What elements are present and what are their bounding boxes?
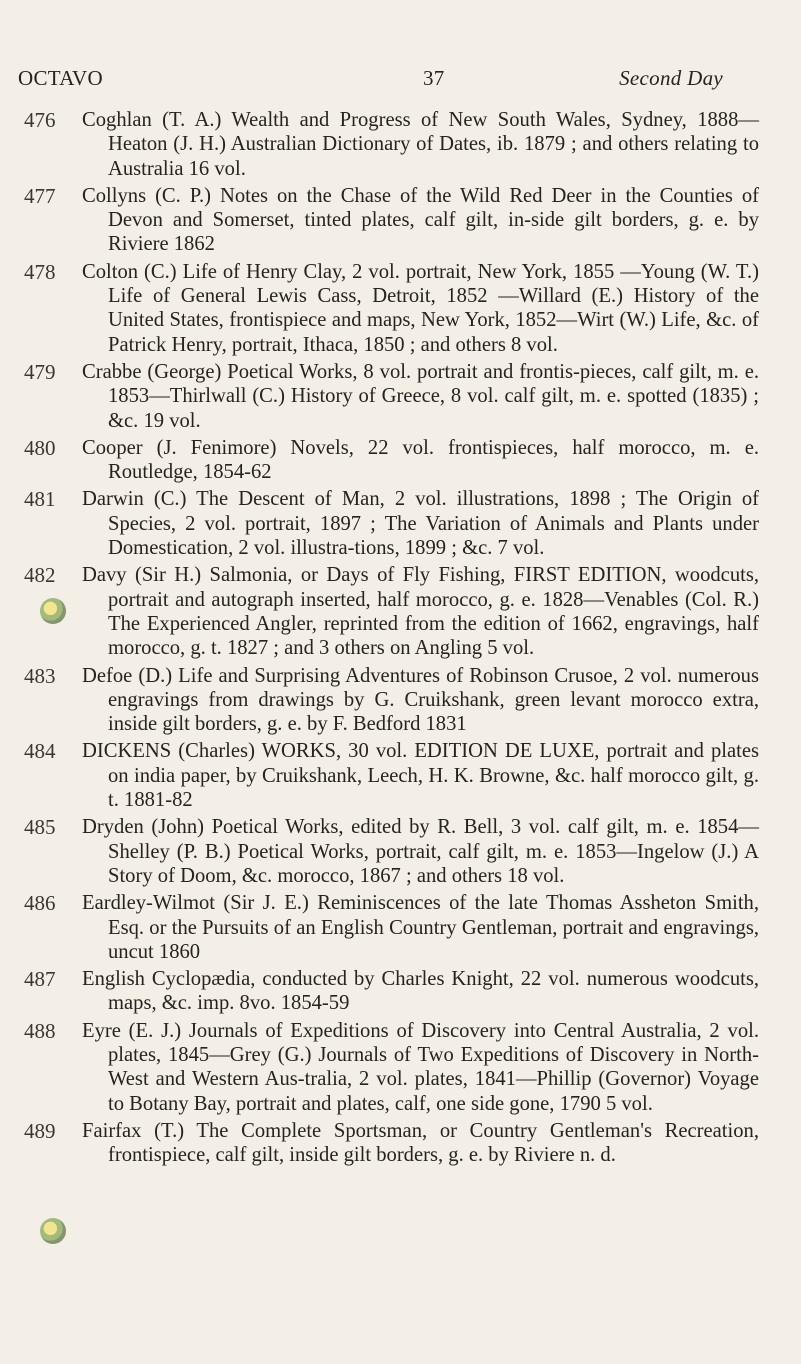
lot-list xyxy=(0,108,801,1170)
header-day: Second Day xyxy=(619,66,723,90)
lot-description: Cooper (J. Fenimore) Novels, 22 vol. frontispieces, half morocco, m. e. Routledge, 1854-62 xyxy=(82,436,759,484)
lot-number: 484 xyxy=(24,739,56,764)
lot-description: Dryden (John) Poetical Works, edited by R. Bell, 3 vol. calf gilt, m. e. 1854—Shelley (P. B.) Poetical Works, portrait, calf gilt, m. e. 1853—Ingelow (J.) A Story of Doom, &c. morocco, 1867 ; and others 18 vol. xyxy=(82,816,759,887)
lot-number: 488 xyxy=(24,1018,56,1043)
lot-entry xyxy=(0,967,801,1016)
lot-number: 476 xyxy=(24,108,56,132)
lot-description: Fairfax (T.) The Complete Sportsman, or Country Gentleman's Recreation, frontispiece, calf gilt, inside gilt borders, g. e. by Riviere n. d. xyxy=(82,1119,759,1167)
lot-entry xyxy=(0,184,801,257)
lot-number: 489 xyxy=(24,1118,56,1143)
lot-number: 477 xyxy=(24,183,56,208)
lot-description: Coghlan (T. A.) Wealth and Progress of New South Wales, Sydney, 1888—Heaton (J. H.) Australian Dictionary of Dates, ib. 1879 ; and others relating to Australia 16 vol. xyxy=(82,109,759,180)
lot-number: 483 xyxy=(24,663,56,688)
lot-entry xyxy=(0,360,801,433)
lot-description: Crabbe (George) Poetical Works, 8 vol. portrait and frontis-pieces, calf gilt, m. e. 1853—Thirlwall (C.) History of Greece, 8 vol. calf gilt, m. e. spotted (1835) ; &c. 19 vol. xyxy=(82,360,759,432)
lot-entry xyxy=(0,563,801,660)
lot-entry xyxy=(0,108,801,181)
lot-entry xyxy=(0,436,801,485)
lot-number: 480 xyxy=(24,435,56,460)
lot-entry xyxy=(0,1019,801,1116)
lot-entry xyxy=(0,739,801,812)
lot-number: 486 xyxy=(24,891,56,916)
lot-description: Defoe (D.) Life and Surprising Adventures of Robinson Crusoe, 2 vol. numerous engravings from drawings by G. Cruikshank, green levant morocco extra, inside gilt borders, g. e. by F. Bedford 1831 xyxy=(82,664,759,736)
lot-entry xyxy=(0,260,801,357)
lot-number: 479 xyxy=(24,359,56,384)
lot-description: Collyns (C. P.) Notes on the Chase of the Wild Red Deer in the Counties of Devon and Somerset, tinted plates, calf gilt, in-side gilt borders, g. e. by Riviere 1862 xyxy=(82,184,759,256)
lot-description: Darwin (C.) The Descent of Man, 2 vol. illustrations, 1898 ; The Origin of Species, 2 vol. portrait, 1897 ; The Variation of Animals and Plants under Domestication, 2 vol. illustra-tions, 1899 ; &c. 7 vol. xyxy=(82,488,759,560)
lot-number: 481 xyxy=(24,487,56,512)
lot-number: 485 xyxy=(24,815,56,840)
lot-entry xyxy=(0,487,801,560)
lot-entry xyxy=(0,891,801,964)
lot-number: 487 xyxy=(24,967,56,992)
lot-description: Eardley-Wilmot (Sir J. E.) Reminiscences of the late Thomas Assheton Smith, Esq. or the Pursuits of an English Country Gentleman, portrait and engravings, uncut 1860 xyxy=(82,892,759,963)
page-number: 37 xyxy=(423,66,445,90)
lot-number: 478 xyxy=(24,259,56,284)
lot-description: Eyre (E. J.) Journals of Expeditions of Discovery into Central Australia, 2 vol. plates, 1845—Grey (G.) Journals of Two Expeditions of Discovery in North-West and Western Aus-tralia, 2 vol. plates, 1841—Phillip (Governor) Voyage to Botany Bay, portrait and plates, calf, one side gone, 1790 5 vol. xyxy=(82,1019,759,1115)
lot-entry xyxy=(0,664,801,737)
lot-description: Davy (Sir H.) Salmonia, or Days of Fly Fishing, FIRST EDITION, woodcuts, portrait and autograph inserted, half morocco, g. e. 1828—Venables (Col. R.) The Experienced Angler, reprinted from the edition of 1662, engravings, half morocco, g. t. 1827 ; and 3 others on Angling 5 vol. xyxy=(82,564,759,660)
header-format: OCTAVO xyxy=(18,66,103,90)
lot-description: English Cyclopædia, conducted by Charles Knight, 22 vol. numerous woodcuts, maps, &c. imp. 8vo. 1854-59 xyxy=(82,968,759,1015)
lot-description: DICKENS (Charles) WORKS, 30 vol. EDITION DE LUXE, portrait and plates on india paper, by Cruikshank, Leech, H. K. Browne, &c. half morocco gilt, g. t. 1881-82 xyxy=(82,740,759,812)
lot-entry xyxy=(0,815,801,888)
lot-number: 482 xyxy=(24,563,56,588)
paper-stain-mark xyxy=(40,1218,66,1244)
lot-description: Colton (C.) Life of Henry Clay, 2 vol. portrait, New York, 1855 —Young (W. T.) Life of General Lewis Cass, Detroit, 1852 —Willard (E.) History of the United States, frontispiece and maps, New York, 1852—Wirt (W.) Life, &c. of Patrick Henry, portrait, Ithaca, 1850 ; and others 8 vol. xyxy=(82,260,759,356)
lot-entry xyxy=(0,1119,801,1168)
